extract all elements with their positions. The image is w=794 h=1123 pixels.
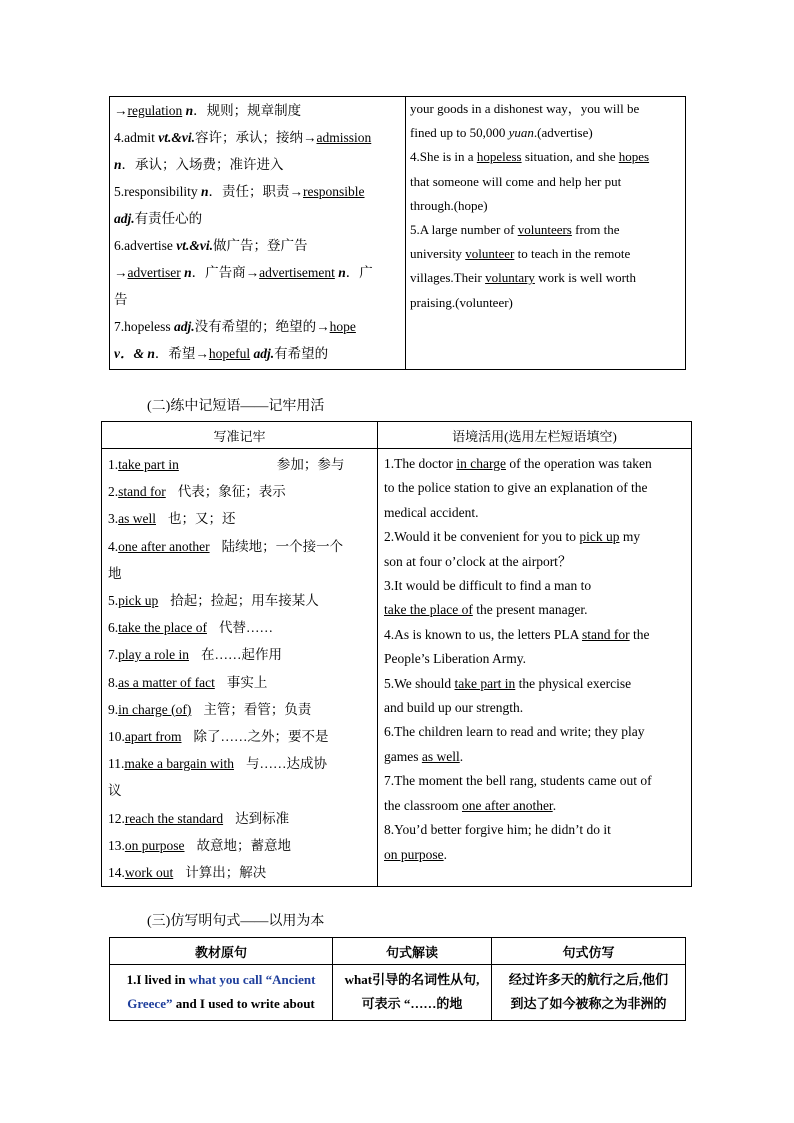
header-imitation: 句式仿写 <box>492 938 686 965</box>
phrase-answer: on purpose <box>124 837 185 853</box>
text: to teach in the remote <box>514 246 631 262</box>
text: 1.The doctor <box>384 456 457 471</box>
exercise-line <box>384 794 685 818</box>
pos-tag: v．& n <box>114 346 155 361</box>
phrase-answer: one after another <box>118 538 210 554</box>
header-analysis: 句式解读 <box>333 938 492 965</box>
answer-blank: on purpose <box>384 846 444 862</box>
text: of the operation was taken <box>505 456 652 471</box>
text: 地 <box>108 565 122 581</box>
text: medical accident. <box>384 504 479 520</box>
pos-tag: adj. <box>174 319 195 334</box>
text: yuan <box>508 125 534 141</box>
vocab-exercise-cell <box>406 97 686 370</box>
num: 7. <box>108 647 119 663</box>
highlight-text: what you call “Ancient <box>188 972 316 987</box>
phrase-answer: take part in <box>118 457 179 472</box>
text: 8.You’d better forgive him; he didn’t do it <box>384 822 611 838</box>
text: villages.Their <box>410 270 486 286</box>
text: . <box>552 797 557 813</box>
num: 14. <box>108 865 125 881</box>
phrase-header-left: 写准记牢 <box>102 422 378 449</box>
original-line <box>114 992 328 1016</box>
answer-blank: volunteers <box>517 222 572 238</box>
exercise-line <box>410 145 681 169</box>
text: through.(hope) <box>410 197 488 213</box>
text: ．承认；入场费；准许进入 <box>121 157 284 172</box>
vocabulary-table <box>109 96 686 370</box>
answer-regulation: regulation <box>127 103 183 118</box>
text: games <box>384 748 422 764</box>
text: ．广告商→ <box>191 265 260 280</box>
vocab-line-hopeless <box>114 313 401 340</box>
text: 2.Would it be convenient for you to <box>384 529 580 545</box>
text: 6.advertise <box>114 238 177 253</box>
text: praising.(volunteer) <box>410 294 513 310</box>
num: 13. <box>108 837 125 853</box>
text: 容许；承认；接纳→ <box>195 130 317 145</box>
answer-blank: take the place of <box>384 602 473 618</box>
exercise-line <box>410 194 681 218</box>
pos-tag: n <box>180 265 192 280</box>
phrase-item <box>108 505 371 532</box>
text: your goods in a dishonest way，you will be <box>410 101 640 116</box>
exercise-line <box>410 218 681 242</box>
text: ．责任；职责→ <box>208 184 304 199</box>
answer-blank: as well <box>421 748 460 764</box>
analysis-line <box>337 968 487 992</box>
analysis-cell <box>333 965 492 1021</box>
answer-blank: one after another <box>461 797 553 813</box>
num: 10. <box>108 729 125 745</box>
meaning: 计算出；解决 <box>185 865 267 881</box>
meaning: 与……达成协 <box>245 756 327 772</box>
vocab-line-advertise <box>114 232 401 259</box>
text: 有希望的 <box>274 346 329 361</box>
answer-hopeful: hopeful <box>208 346 251 361</box>
text: fined up to 50,000 <box>410 125 509 141</box>
phrase-item <box>108 641 371 668</box>
pos-tag: n <box>201 184 209 199</box>
highlight-text: Greece” <box>127 996 173 1011</box>
pos-tag: vt.&vi. <box>176 238 213 253</box>
text: ．希望→ <box>154 346 209 361</box>
phrase-answer: reach the standard <box>124 810 224 826</box>
num: 6. <box>108 620 119 636</box>
phrase-exercise-cell <box>378 449 692 887</box>
vocab-line-advertisement-cont <box>114 286 401 313</box>
text: 4.admit <box>114 130 159 145</box>
meaning: 也；又；还 <box>168 511 236 527</box>
num: 3. <box>108 511 119 527</box>
exercise-line <box>410 291 681 315</box>
phrase-item <box>108 723 371 750</box>
exercise-line <box>384 525 685 549</box>
phrase-answer: as a matter of fact <box>118 674 215 690</box>
meaning: 陆续地；一个接一个 <box>221 538 344 554</box>
text: ．规则；规章制度 <box>193 103 302 118</box>
exercise-line <box>384 843 685 867</box>
text: 3.It would be difficult to find a man to <box>384 578 592 594</box>
phrase-item <box>108 832 371 859</box>
exercise-line <box>384 672 685 696</box>
text: 5.responsibility <box>114 184 201 199</box>
phrase-answer: play a role in <box>118 647 189 663</box>
meaning: 参加；参与 <box>276 457 345 472</box>
text: son at four o’clock at the airport？ <box>384 553 572 569</box>
phrase-item <box>108 451 371 478</box>
exercise-line <box>384 696 685 720</box>
meaning: 代替…… <box>218 620 273 636</box>
text: . <box>459 748 464 764</box>
analysis-line: 可表示 “……的地 <box>361 996 463 1011</box>
exercise-line <box>384 598 685 622</box>
vocab-line-responsible-meaning <box>114 205 401 232</box>
num: 9. <box>108 701 119 717</box>
text: what <box>344 972 373 987</box>
text: 没有希望的；绝望的→ <box>194 319 330 334</box>
vocab-line-admit <box>114 124 401 151</box>
phrase-item <box>108 614 371 641</box>
text: my <box>619 529 641 545</box>
answer-advertisement: advertisement <box>259 265 335 280</box>
vocab-line-responsibility <box>114 178 401 205</box>
exercise-line <box>410 170 681 194</box>
exercise-line <box>384 720 685 744</box>
section-2-title: (二)练中记短语——记牢用活 <box>147 399 325 414</box>
text: ．广 <box>345 265 373 280</box>
vocab-word-family-cell <box>110 97 406 370</box>
exercise-line <box>410 242 681 266</box>
vocab-line-hope-meaning <box>114 340 401 367</box>
text: People’s Liberation Army. <box>384 651 526 667</box>
phrase-item-cont <box>108 777 371 804</box>
phrase-item <box>108 696 371 723</box>
vocab-line-advertiser <box>114 259 401 286</box>
pos-tag: adj. <box>114 211 135 226</box>
exercise-line <box>384 818 685 842</box>
phrase-item <box>108 750 371 777</box>
phrase-answer: as well <box>118 511 156 527</box>
text: the <box>629 626 650 642</box>
text: 5.A large number of <box>410 222 518 238</box>
text: to the police station to give an explanation of the <box>384 480 648 496</box>
vocab-line-regulation <box>114 97 401 124</box>
pos-tag: adj. <box>250 346 275 361</box>
exercise-line <box>384 745 685 769</box>
meaning: 除了……之外；要不是 <box>193 729 329 745</box>
phrase-item <box>108 859 371 886</box>
text: 1.I lived in <box>126 972 189 987</box>
answer-blank: in charge <box>456 456 506 471</box>
original-sentence-cell <box>110 965 333 1021</box>
exercise-line <box>384 476 685 500</box>
answer-blank: volunteer <box>465 246 515 262</box>
text: the physical exercise <box>515 675 632 691</box>
phrase-answer: stand for <box>118 484 166 500</box>
answer-blank: stand for <box>582 626 630 642</box>
answer-blank: hopes <box>618 149 650 165</box>
phrase-item <box>108 478 371 505</box>
text: 做广告；登广告 <box>212 238 308 253</box>
pos-tag: n <box>114 157 122 172</box>
vocab-line-admission-meaning <box>114 151 401 178</box>
answer-blank: hopeless <box>476 149 522 165</box>
phrase-header-right: 语境活用(选用左栏短语填空) <box>378 422 692 449</box>
text: the classroom <box>384 797 462 813</box>
text: 6.The children learn to read and write; they play <box>384 724 645 740</box>
phrase-answer: in charge (of) <box>118 701 192 717</box>
exercise-line <box>410 121 681 145</box>
meaning: 达到标准 <box>235 810 290 826</box>
sentence-pattern-table <box>109 937 686 1021</box>
exercise-line <box>384 623 685 647</box>
phrase-list-cell <box>102 449 378 887</box>
exercise-line <box>384 550 685 574</box>
answer-advertiser: advertiser <box>127 265 181 280</box>
num: 12. <box>108 810 125 826</box>
imitation-line: 到达了如今被称之为非洲的 <box>510 996 667 1011</box>
answer-admission: admission <box>316 130 372 145</box>
phrase-answer: apart from <box>124 729 182 745</box>
exercise-line <box>384 574 685 598</box>
text: 4.She is in a <box>410 149 477 165</box>
text: and build up our strength. <box>384 700 524 716</box>
text: .(advertise) <box>533 125 593 141</box>
imitation-line: 经过许多天的航行之后,他们 <box>508 972 669 987</box>
exercise-line <box>384 452 685 476</box>
text: 7.hopeless <box>114 319 174 334</box>
text: → <box>114 265 128 280</box>
num: 11. <box>108 756 125 772</box>
header-original: 教材原句 <box>110 938 333 965</box>
pos-tag: n <box>334 265 346 280</box>
text: from the <box>571 222 620 238</box>
original-line <box>114 968 328 992</box>
phrase-item <box>108 533 371 560</box>
num: 2. <box>108 484 119 500</box>
text: . <box>443 846 447 862</box>
phrase-answer: take the place of <box>118 620 207 636</box>
text: situation, and she <box>521 149 619 165</box>
text: 有责任心的 <box>134 211 203 226</box>
phrase-answer: pick up <box>118 593 159 609</box>
text: university <box>410 246 466 262</box>
text: 告 <box>114 292 128 307</box>
meaning: 故意地；蓄意地 <box>196 837 291 853</box>
text: 引导的名词性从句, <box>372 972 480 987</box>
phrase-item <box>108 805 371 832</box>
text: that someone will come and help her put <box>410 173 622 189</box>
phrase-item <box>108 587 371 614</box>
exercise-line <box>384 501 685 525</box>
answer-blank: take part in <box>454 675 516 691</box>
text: and I used to write about <box>172 996 315 1011</box>
answer-responsible: responsible <box>303 184 365 199</box>
meaning: 主管；看管；负责 <box>203 701 312 717</box>
text: work is well worth <box>534 270 637 286</box>
text: → <box>114 103 128 118</box>
num: 4. <box>108 538 119 554</box>
exercise-line <box>384 647 685 671</box>
phrase-item <box>108 669 371 696</box>
pos-tag: n <box>185 103 194 118</box>
phrase-table <box>101 421 692 887</box>
imitation-cell <box>492 965 686 1021</box>
exercise-line <box>384 769 685 793</box>
pos-tag: vt.&vi. <box>158 130 195 145</box>
text: 7.The moment the bell rang, students came out of <box>384 773 652 789</box>
num: 1. <box>108 457 119 472</box>
exercise-line <box>410 266 681 290</box>
phrase-answer: make a bargain with <box>124 756 234 772</box>
answer-blank: voluntary <box>485 270 535 286</box>
phrase-answer: work out <box>124 865 174 881</box>
text: 5.We should <box>384 675 455 691</box>
meaning: 拾起；捡起；用车接某人 <box>170 593 319 609</box>
meaning: 代表；象征；表示 <box>177 484 286 500</box>
meaning: 事实上 <box>226 674 268 690</box>
meaning: 在……起作用 <box>200 647 282 663</box>
exercise-line <box>410 97 681 121</box>
text: the present manager. <box>472 602 588 618</box>
answer-hope: hope <box>329 319 356 334</box>
text: 4.As is known to us, the letters PLA <box>384 626 582 642</box>
phrase-item-cont <box>108 560 371 587</box>
section-3-title: (三)仿写明句式——以用为本 <box>147 914 325 929</box>
num: 8. <box>108 674 119 690</box>
answer-blank: pick up <box>579 529 620 545</box>
num: 5. <box>108 593 119 609</box>
text: 议 <box>108 783 122 799</box>
